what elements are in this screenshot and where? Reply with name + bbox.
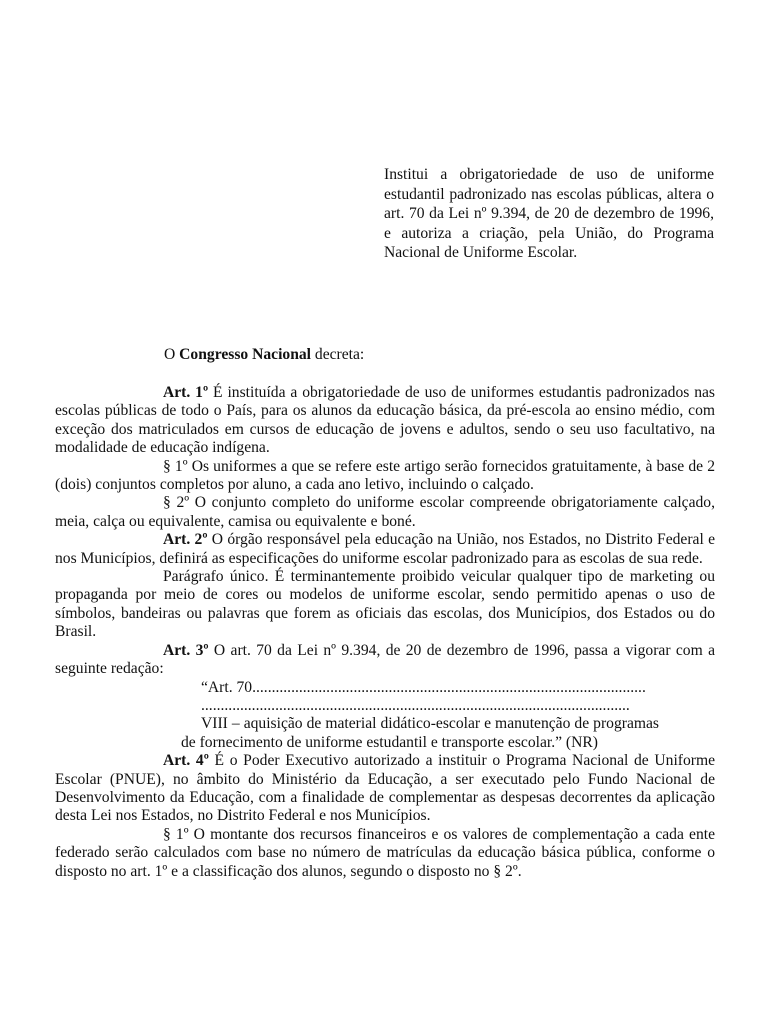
- art1-paragraph-1: § 1º Os uniformes a que se refere este artigo serão fornecidos gratuitamente, à base de 2 (dois) conjuntos completos por aluno, a cada ano letivo, incluindo o calçado.: [55, 457, 715, 494]
- art1-caput: [55, 384, 715, 458]
- art2-label: Art. 2º: [163, 531, 208, 549]
- ementa: Institui a obrigatoriedade de uso de uniforme estudantil padronizado nas escolas públicas, altera o art. 70 da Lei nº 9.394, de 20 de dezembro de 1996, e autoriza a criação, pela União, do Programa Nacional de Uniforme Escolar.: [384, 166, 714, 261]
- art1-text: É instituída a obrigatoriedade de uso de uniformes estudantis padronizados nas escolas públicas de todo o País, para os alunos da educação básica, da pré-escola ao ensino médio, com exceção dos matriculados em cursos de educação de jovens e adultos, sendo o seu uso facultativo, na modalidade de educação indígena.: [55, 384, 715, 457]
- document-body: [55, 384, 715, 881]
- art3-caput: [55, 642, 715, 679]
- art3-label: Art. 3º: [163, 641, 209, 659]
- preamble: [164, 346, 364, 364]
- art4-caput: [55, 752, 715, 826]
- art4-label: Art. 4º: [163, 752, 209, 770]
- art4-text: É o Poder Executivo autorizado a instituir o Programa Nacional de Uniforme Escolar (PNUE), no âmbito do Ministério da Educação, a ser executado pelo Fundo Nacional de Desenvolvimento da Educação, com a finalidade de complementar as despesas decorrentes da aplicação desta Lei nos Estados, no Distrito Federal e nos Municípios.: [55, 752, 716, 825]
- preamble-before: O: [164, 346, 180, 363]
- quote-line-1: “Art. 70.....................................................................................................: [201, 678, 646, 696]
- art3-quote: [55, 679, 715, 753]
- art1-paragraph-2: § 2º O conjunto completo do uniforme escolar compreende obrigatoriamente calçado, meia, calça ou equivalente, camisa ou equivalente e boné.: [55, 494, 715, 530]
- art2-text: O órgão responsável pela educação na União, nos Estados, no Distrito Federal e nos Municípios, definirá as especificações do uniforme escolar padronizado para as escolas de sua rede.: [55, 531, 716, 567]
- art2-caput: [55, 531, 715, 568]
- quote-inciso-viii: VIII – aquisição de material didático-escolar e manutenção de programas de fornecimento de uniforme estudantil e transporte escolar.” (NR): [181, 715, 659, 751]
- art4-paragraph-1: § 1º O montante dos recursos financeiros e os valores de complementação a cada ente federado serão calculados com base no número de matrículas da educação básica pública, conforme o disposto no art. 1º e a classificação dos alunos, segundo o disposto no § 2º.: [55, 825, 715, 880]
- preamble-congresso: Congresso Nacional: [179, 346, 312, 363]
- art2-paragrafo-unico: Parágrafo único. É terminantemente proibido veicular qualquer tipo de marketing ou propaganda por meio de cores ou modelos de uniforme escolar, sendo permitido apenas o uso de símbolos, bandeiras ou palavras que forem as oficiais das escolas, dos Municípios, dos Estados ou do Brasil.: [55, 568, 715, 641]
- quote-line-2: ..............................................................................................................: [201, 696, 630, 714]
- preamble-after: decreta:: [311, 346, 365, 363]
- art1-label: Art. 1º: [163, 384, 209, 401]
- art3-text: O art. 70 da Lei nº 9.394, de 20 de dezembro de 1996, passa a vigorar com a seguinte redação:: [55, 641, 715, 678]
